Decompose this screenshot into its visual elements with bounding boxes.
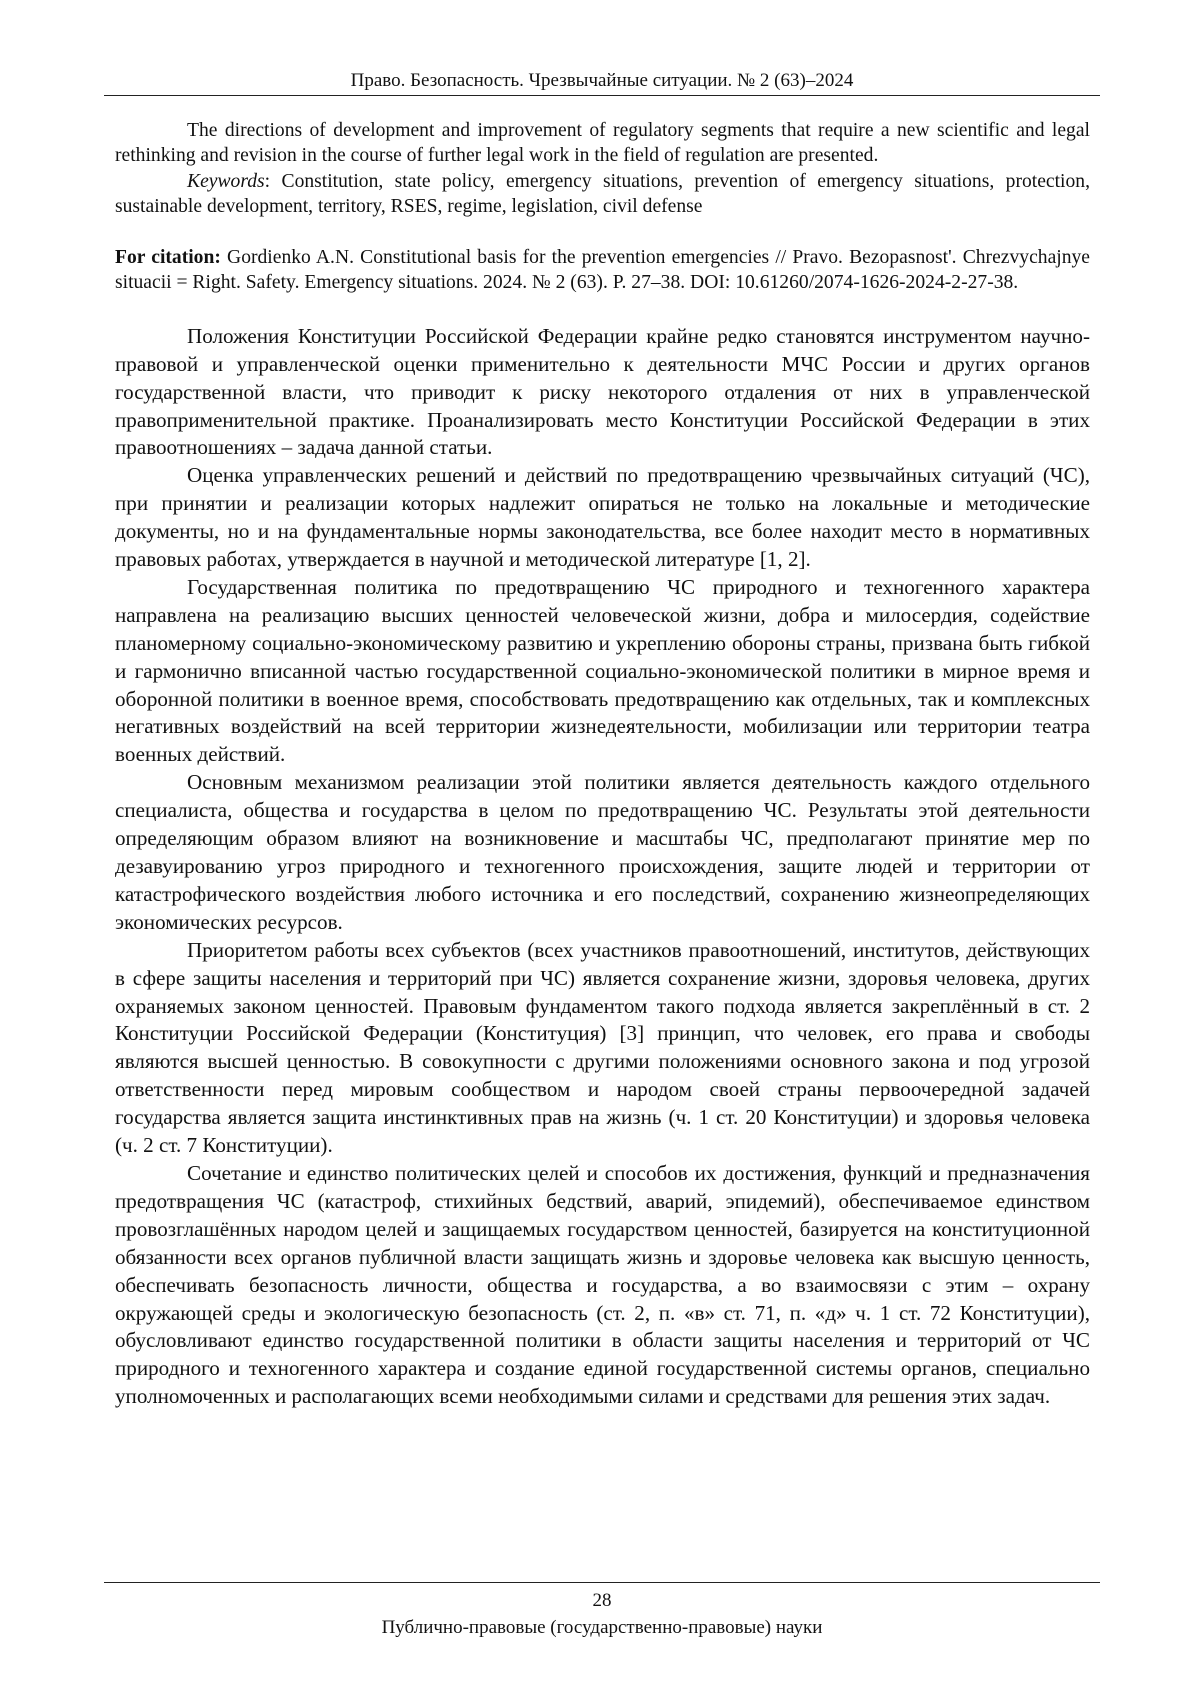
body-paragraph: Оценка управленческих решений и действий по предотвращению чрезвычайных ситуаций (ЧС), при принятии и реализации которых надлежит опираться не только на локальные и методические документы, но и на фундаментальные нормы законодательства, все более находит место в нормативных правовых работах, утверждается в научной и методической литературе [1, 2]. xyxy=(115,463,1090,572)
footer-rule xyxy=(104,1582,1100,1583)
body-paragraph: Сочетание и единство политических целей и способов их достижения, функций и предназначения предотвращения ЧС (катастроф, стихийных бедствий, аварий, эпидемий), обеспечиваемое единством провозглашённых народом целей и защищаемых государством ценностей, базируется на конституционной обязанности всех органов публичной власти защищать жизнь и здоровье человека как высшую ценность, обеспечивать безопасность личности, общества и государства, а во взаимосвязи с этим – охрану окружающей среды и экологическую безопасность (ст. 2, п. «в» ст. 71, п. «д» ч. 1 ст. 72 Конституции), обусловливают единство государственной политики в области защиты населения и территорий от ЧС природного и техногенного характера и создание единой государственной системы органов, специально уполномоченных и располагающих всеми необходимыми силами и средствами для решения этих задач. xyxy=(115,1160,1090,1409)
running-footer: Публично-правовые (государственно-правовые) науки xyxy=(381,1617,823,1638)
keywords-label: Keywords xyxy=(187,170,265,192)
keywords-text: : Constitution, state policy, emergency situations, prevention of emergency situations, protection, sustainable development, territory, RSES, regime, legislation, civil defense xyxy=(115,170,1090,217)
citation-label: For citation: xyxy=(115,247,221,269)
body-paragraph: Основным механизмом реализации этой политики является деятельность каждого отдельного специалиста, общества и государства в целом по предотвращению ЧС. Результаты этой деятельности определяющим образом влияют на возникновение и масштабы ЧС, предполагают принятие мер по дезавуированию угроз природного и техногенного происхождения, защите людей и территории от катастрофического воздействия любого источника и его последствий, сохранению жизнеопределяющих экономических ресурсов. xyxy=(115,770,1090,934)
page-content xyxy=(115,118,1090,1411)
running-header: Право. Безопасность. Чрезвычайные ситуации. № 2 (63)–2024 xyxy=(350,70,854,91)
article-body xyxy=(115,323,1090,1411)
abstract-directions: The directions of development and improvement of regulatory segments that require a new scientific and legal rethinking and revision in the course of further legal work in the field of regulation are presented. xyxy=(115,120,1090,167)
abstract-keywords xyxy=(115,169,1090,220)
abstract xyxy=(115,118,1090,219)
body-paragraph: Положения Конституции Российской Федерации крайне редко становятся инструментом научно-правовой и управленческой оценки применительно к деятельности МЧС России и других органов государственной власти, что приводит к риску некоторого отдаления от них в управленческой правоприменительной практике. Проанализировать место Конституции Российской Федерации в этих правоотношениях – задача данной статьи. xyxy=(115,323,1090,460)
header-rule xyxy=(104,95,1100,96)
citation xyxy=(115,245,1090,296)
body-paragraph: Приоритетом работы всех субъектов (всех участников правоотношений, институтов, действующих в сфере защиты населения и территорий при ЧС) является сохранение жизни, здоровья человека, других охраняемых законом ценностей. Правовым фундаментом такого подхода является закреплённый в ст. 2 Конституции Российской Федерации (Конституция) [3] принцип, что человек, его права и свободы являются высшей ценностью. В совокупности с другими положениями основного закона и под угрозой ответственности перед мировым сообществом и народом своей страны первоочередной задачей государства является защита инстинктивных прав на жизнь (ч. 1 ст. 20 Конституции) и здоровья человека (ч. 2 ст. 7 Конституции). xyxy=(115,937,1090,1158)
page-number: 28 xyxy=(592,1590,612,1611)
body-paragraph: Государственная политика по предотвращению ЧС природного и техногенного характера направлена на реализацию высших ценностей человеческой жизни, добра и милосердия, содействие планомерному социально-экономическому развитию и укреплению обороны страны, призвана быть гибкой и гармонично вписанной частью государственной социально-экономической политики в мирное время и оборонной политики в военное время, способствовать предотвращению как отдельных, так и комплексных негативных воздействий на всей территории жизнедеятельности, мобилизации или территории театра военных действий. xyxy=(115,574,1090,767)
citation-text: Gordienko A.N. Constitutional basis for the prevention emergencies // Pravo. Bezopasnost'. Chrezvychajnye situacii = Right. Safety. Emergency situations. 2024. № 2 (63). P. 27–38. DOI: 10.61260/2074-1626-2024-2-27-38. xyxy=(115,247,1090,294)
